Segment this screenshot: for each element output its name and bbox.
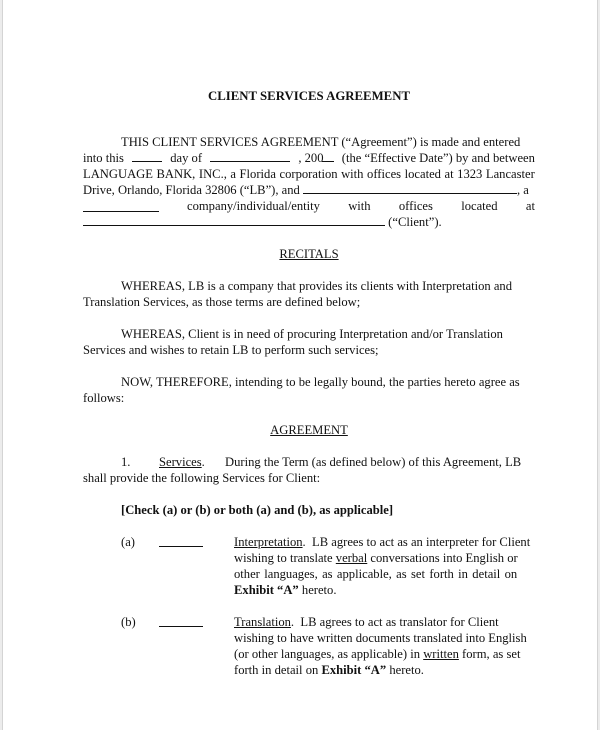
- item-a-line-2: [234, 550, 518, 566]
- item-b-line-3: [234, 646, 520, 662]
- clause-1-label: Services: [159, 455, 202, 469]
- item-b-line-4: [234, 662, 424, 678]
- recital-3-line-2: follows:: [83, 391, 125, 405]
- item-a-exhibit: Exhibit “A”: [234, 583, 299, 597]
- document-title: CLIENT SERVICES AGREEMENT: [208, 89, 410, 103]
- client-address-blank: [83, 214, 385, 226]
- check-instruction: [Check (a) or (b) or both (a) and (b), as applicable]: [121, 503, 394, 517]
- day-blank: [132, 150, 162, 162]
- item-a-line-4: [234, 582, 337, 598]
- clause-1-text: During the Term (as defined below) of this Agreement, LB: [225, 455, 522, 469]
- month-blank: [210, 150, 290, 162]
- recital-1-line-1: WHEREAS, LB is a company that provides its clients with Interpretation and: [121, 279, 513, 293]
- item-b-text-4a: forth in detail on: [234, 663, 319, 677]
- entity-type-blank: [83, 200, 159, 212]
- clause-1-line-2: shall provide the following Services for Client:: [83, 471, 321, 485]
- intro-effective-date: (the “Effective Date”) by and between: [341, 151, 535, 165]
- intro-word-offices: offices: [398, 199, 433, 213]
- item-a-hereto: hereto.: [301, 583, 337, 597]
- item-b-hereto: hereto.: [389, 663, 424, 677]
- item-b-line-2: wishing to have written documents translated into English: [234, 631, 527, 645]
- intro-line-4: [83, 182, 535, 198]
- intro-into-this: into this: [83, 151, 124, 165]
- clause-1-label-wrap: Services.: [159, 455, 205, 469]
- intro-day-of: day of: [170, 151, 203, 165]
- item-b-label: Translation: [234, 615, 291, 629]
- intro-word-located: located: [461, 199, 498, 213]
- recitals-heading: RECITALS: [279, 247, 339, 261]
- intro-word-with: with: [348, 199, 371, 213]
- recital-1-line-2: Translation Services, as those terms are defined below;: [83, 295, 361, 309]
- item-a-text-2b: conversations into English or: [370, 551, 518, 565]
- recital-2-line-2: Services and wishes to retain LB to perform such services;: [83, 343, 379, 357]
- intro-lb-address: Drive, Orlando, Florida 32806 (“LB”), and: [83, 183, 300, 197]
- item-b-written: written: [423, 647, 459, 661]
- item-a-line-3: other languages, as applicable, as set forth in detail on: [234, 567, 518, 581]
- document-page: [2, 0, 598, 730]
- item-b-letter: (b): [121, 615, 136, 629]
- item-a-text-1: LB agrees to act as an interpreter for Client: [312, 535, 531, 549]
- item-b-text-3b: form, as set: [462, 647, 521, 661]
- intro-line-2: [83, 150, 535, 166]
- item-b-exhibit: Exhibit “A”: [321, 663, 387, 677]
- intro-line-5-words: [187, 198, 535, 214]
- item-a-text-2a: wishing to translate: [234, 551, 333, 565]
- intro-line-6: [83, 214, 535, 230]
- item-b-text-1: LB agrees to act as translator for Client: [300, 615, 499, 629]
- item-a-label: Interpretation: [234, 535, 303, 549]
- agreement-heading: AGREEMENT: [270, 423, 348, 437]
- client-name-blank: [303, 182, 517, 194]
- intro-a: , a: [517, 183, 529, 197]
- clause-1-number: 1.: [121, 455, 131, 469]
- item-b-line-1: Translation. LB agrees to act as translator for Client: [234, 615, 499, 629]
- item-b-text-3a: (or other languages, as applicable) in: [234, 647, 421, 661]
- recital-3-line-1: NOW, THEREFORE, intending to be legally bound, the parties hereto agree as: [121, 375, 520, 389]
- item-b-checkbox-blank[interactable]: [159, 614, 203, 627]
- intro-word-entity: company/individual/entity: [187, 199, 320, 213]
- year-blank: [322, 150, 334, 162]
- intro-line-1: THIS CLIENT SERVICES AGREEMENT (“Agreement”) is made and entered: [121, 135, 521, 149]
- item-a-verbal: verbal: [335, 551, 368, 565]
- intro-line-3: LANGUAGE BANK, INC., a Florida corporation with offices located at 1323 Lancaster: [83, 167, 535, 181]
- item-a-letter: (a): [121, 535, 135, 549]
- intro-year-prefix: , 200: [298, 151, 324, 165]
- item-a-checkbox-blank[interactable]: [159, 534, 203, 547]
- item-a-line-1: Interpretation. LB agrees to act as an interpreter for Client: [234, 535, 531, 549]
- recital-2-line-1: WHEREAS, Client is in need of procuring Interpretation and/or Translation: [121, 327, 503, 341]
- intro-client-def: (“Client”).: [388, 215, 442, 229]
- intro-word-at: at: [525, 199, 535, 213]
